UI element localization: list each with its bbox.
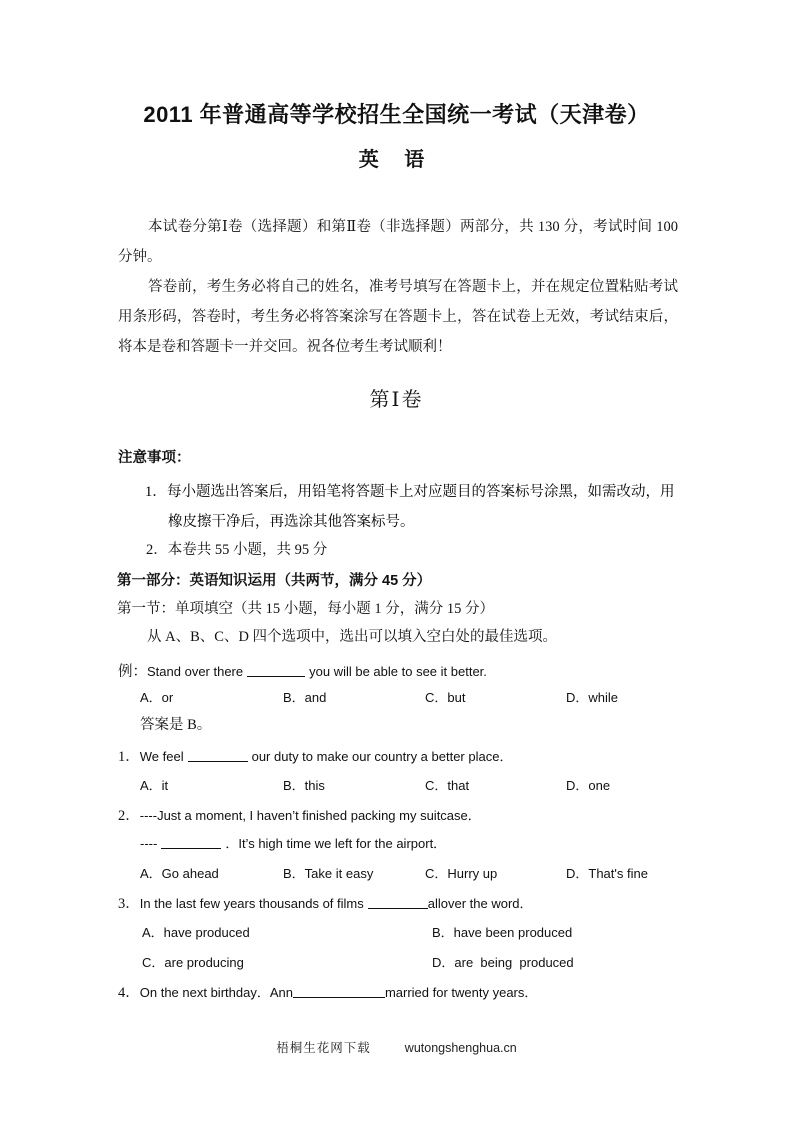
direction-line: 从 A、B、C、D 四个选项中，选出可以填入空白处的最佳选项。 <box>147 629 558 645</box>
notice-item-1 <box>146 477 678 537</box>
notice-item-2: 2．本卷共 55 小题，共 95 分 <box>146 542 328 558</box>
question-2-stem-text-1: ----Just a moment, I haven’t finished packing my suitcase． <box>139 808 481 823</box>
question-3-option-d[interactable]: D．are being produced <box>432 955 574 970</box>
example-stem-after: you will be able to see it better. <box>309 664 487 679</box>
question-2-stem-dashes: ---- <box>140 836 158 851</box>
notice-item-1-text: 每小题选出答案后，用铅笔将答题卡上对应题目的答案标号涂黑，如需改动，用橡皮擦干净后，再选涂其他答案标号。 <box>167 484 675 530</box>
intro-paragraph-exam-info: 本试卷分第Ⅰ卷（选择题）和第Ⅱ卷（非选择题）两部分，共 130 分，考试时间 100 分钟。 <box>118 219 678 265</box>
question-4-blank <box>293 984 385 998</box>
example-option-a[interactable]: A．or <box>140 690 174 705</box>
question-1-option-d[interactable]: D．one <box>566 778 611 793</box>
notice-heading: 注意事项： <box>118 450 191 466</box>
example-label: 例： <box>118 664 147 680</box>
question-2-option-a[interactable]: A．Go ahead <box>140 866 219 881</box>
question-2-option-c[interactable]: C．Hurry up <box>425 866 498 881</box>
question-3-stem-after: allover the word． <box>427 896 533 911</box>
example-stem-before: Stand over there <box>147 664 244 679</box>
example-answer: 答案是 B。 <box>140 717 212 733</box>
question-2-stem-line-2 <box>140 833 446 852</box>
question-3-stem <box>118 892 533 913</box>
example-option-c[interactable]: C．but <box>425 690 466 705</box>
question-3-blank <box>368 895 428 909</box>
question-4-stem <box>118 981 537 1002</box>
question-2-stem-text-2: ．It’s high time we left for the airport． <box>225 836 447 851</box>
intro-paragraph-instructions: 答卷前，考生务必将自己的姓名，准考号填写在答题卡上，并在规定位置粘贴考试用条形码，答卷时，考生务必将答案涂写在答题卡上，答在试卷上无效，考试结束后，将本是卷和答题卡一并交回。祝各位考生考试顺利！ <box>118 279 678 355</box>
subject-title: 英 语 <box>358 149 435 171</box>
question-4-number: 4． <box>118 985 140 1001</box>
question-2-option-b[interactable]: B．Take it easy <box>283 866 374 881</box>
example-stem <box>118 660 487 681</box>
question-3-number: 3． <box>118 896 140 912</box>
example-option-d[interactable]: D．while <box>566 690 619 705</box>
question-2-option-d[interactable]: D．That's fine <box>566 866 648 881</box>
question-3-stem-before: In the last few years thousands of films <box>139 896 364 911</box>
notice-item-1-number: 1． <box>145 484 167 500</box>
question-3-option-c[interactable]: C．are producing <box>142 955 244 970</box>
question-1-option-a[interactable]: A．it <box>140 778 169 793</box>
question-1-stem-before: We feel <box>139 749 184 764</box>
footer-site-name: 梧桐生花网下载 <box>276 1041 371 1055</box>
volume-heading: 第Ⅰ卷 <box>369 389 424 411</box>
example-blank <box>247 663 305 677</box>
question-1-stem-after: our duty to make our country a better place． <box>251 749 513 764</box>
part-1-heading: 第一部分：英语知识运用（共两节，满分 45 分） <box>117 573 432 589</box>
question-1-blank <box>188 748 248 762</box>
question-1-option-b[interactable]: B．this <box>283 778 325 793</box>
section-1-heading: 第一节：单项填空（共 15 小题，每小题 1 分，满分 15 分） <box>117 601 494 617</box>
question-2-number: 2． <box>118 808 140 824</box>
question-2-blank <box>161 835 221 849</box>
question-1-number: 1． <box>118 749 140 765</box>
question-3-option-b[interactable]: B．have been produced <box>432 925 573 940</box>
question-4-stem-before: On the next birthday．Ann <box>139 985 293 1000</box>
page-title: 2011 年普通高等学校招生全国统一考试（天津卷） <box>143 102 650 127</box>
example-option-b[interactable]: B．and <box>283 690 327 705</box>
footer-site-url: wutongshenghua.cn <box>404 1041 517 1055</box>
page-footer <box>0 1038 793 1056</box>
question-1-option-c[interactable]: C．that <box>425 778 470 793</box>
question-4-stem-after: married for twenty years． <box>384 985 538 1000</box>
question-1-stem <box>118 745 512 766</box>
question-3-option-a[interactable]: A．have produced <box>142 925 250 940</box>
question-2-stem-line-1 <box>118 804 481 825</box>
